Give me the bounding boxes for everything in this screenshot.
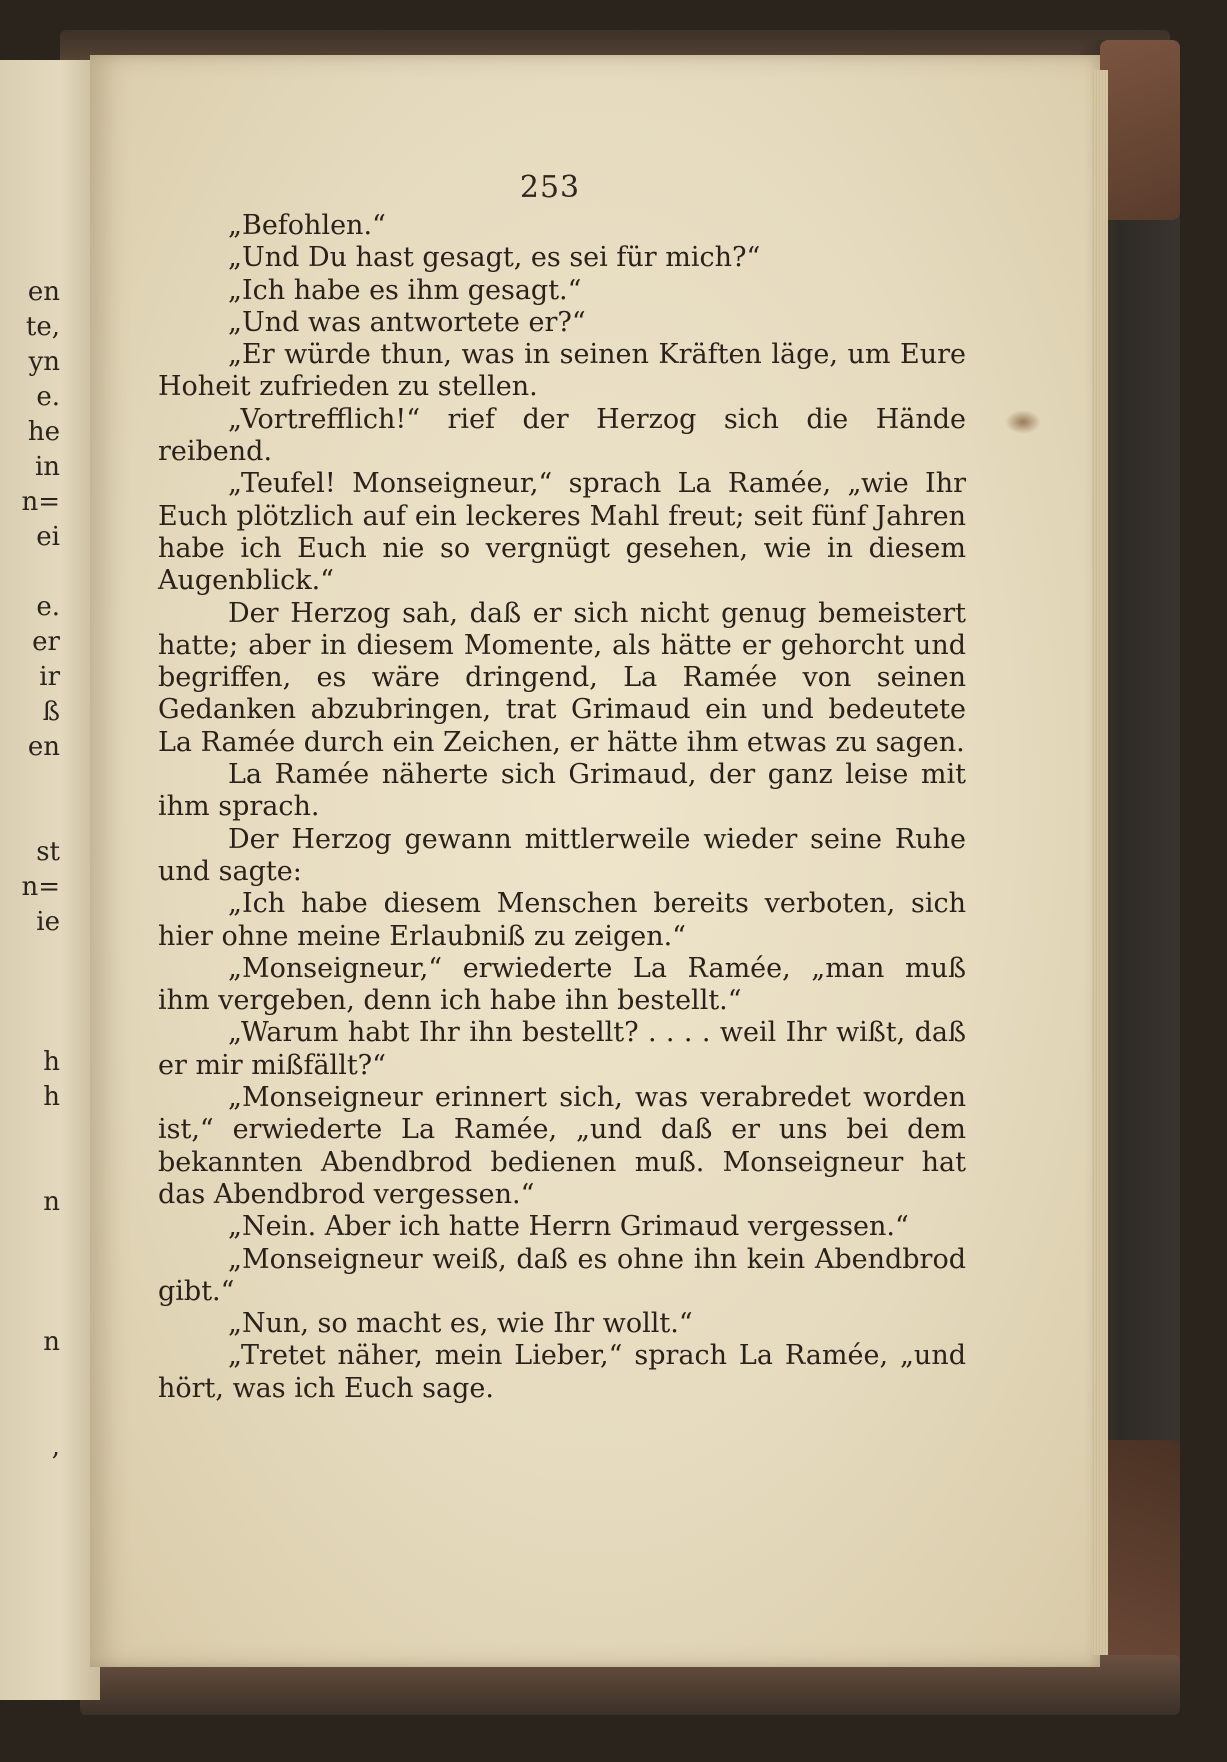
left-page [0,60,100,1700]
paragraph: La Ramée näherte sich Grimaud, der ganz leise mit ihm sprach. [158,759,966,823]
paragraph: „Monseigneur,“ erwiederte La Ramée, „man muß ihm vergeben, denn ich habe ihn bestellt.“ [158,952,966,1017]
paragraph: „Er würde thun, was in seinen Kräften läge, um Eure Hoheit zufrieden zu stellen. [158,339,966,403]
page-edges [1092,70,1108,1655]
leather-corner-top [1100,40,1180,220]
paragraph: Der Herzog gewann mittlerweile wieder seine Ruhe und sagte: [158,823,966,887]
paragraph: „Befohlen.“ [228,210,386,241]
paragraph: „Warum habt Ihr ihn bestellt? . . . . weil Ihr wißt, daß er mir mißfällt?“ [158,1017,966,1081]
paragraph: „Vortrefflich!“ rief der Herzog sich die Hände reibend. [158,403,966,468]
page-body-text [158,210,966,1405]
paper-stain [1005,410,1041,434]
paragraph: „Und Du hast gesagt, es sei für mich?“ [228,242,761,274]
paragraph: „Teufel! Monseigneur,“ sprach La Ramée, „wie Ihr Euch plötzlich auf ein leckeres Mahl freut; seit fünf Jahren habe ich Euch nie so vergnügt gesehen, wie in diesem Augenblick.“ [158,468,966,597]
paragraph: „Nun, so macht es, wie Ihr wollt.“ [228,1308,693,1340]
paragraph: „Monseigneur weiß, daß es ohne ihn kein Abendbrod gibt.“ [158,1243,966,1307]
paragraph: „Monseigneur erinnert sich, was verabredet worden ist,“ erwiederte La Ramée, „und daß er uns bei dem bekannten Abendbrod bedienen muß. Monseigneur hat das Abendbrod vergessen.“ [158,1082,966,1210]
paragraph: „Ich habe es ihm gesagt.“ [228,274,582,306]
paragraph: „Und was antwortete er?“ [228,306,586,338]
page-number: 253 [519,170,581,205]
paragraph: „Tretet näher, mein Lieber,“ sprach La Ramée, „und hört, was ich Euch sage. [158,1340,966,1404]
paragraph: „Nein. Aber ich hatte Herrn Grimaud vergessen.“ [228,1211,909,1243]
paragraph: Der Herzog sah, daß er sich nicht genug bemeistert hatte; aber in diesem Momente, als hätte er gehorcht und begriffen, es wäre dringend, La Ramée von seinen Gedanken abzubringen, trat Grimaud ein und bedeutete La Ramée durch ein Zeichen, er hätte ihm etwas zu sagen. [158,597,966,758]
paragraph: „Ich habe diesem Menschen bereits verboten, sich hier ohne meine Erlaubniß zu zeigen.“ [158,888,966,952]
leather-corner-bottom [1100,1440,1180,1690]
left-page-edge-text: en te, yn e. he in n= ei e. er ir ß en st n= ie h h n n , [21,277,60,1462]
